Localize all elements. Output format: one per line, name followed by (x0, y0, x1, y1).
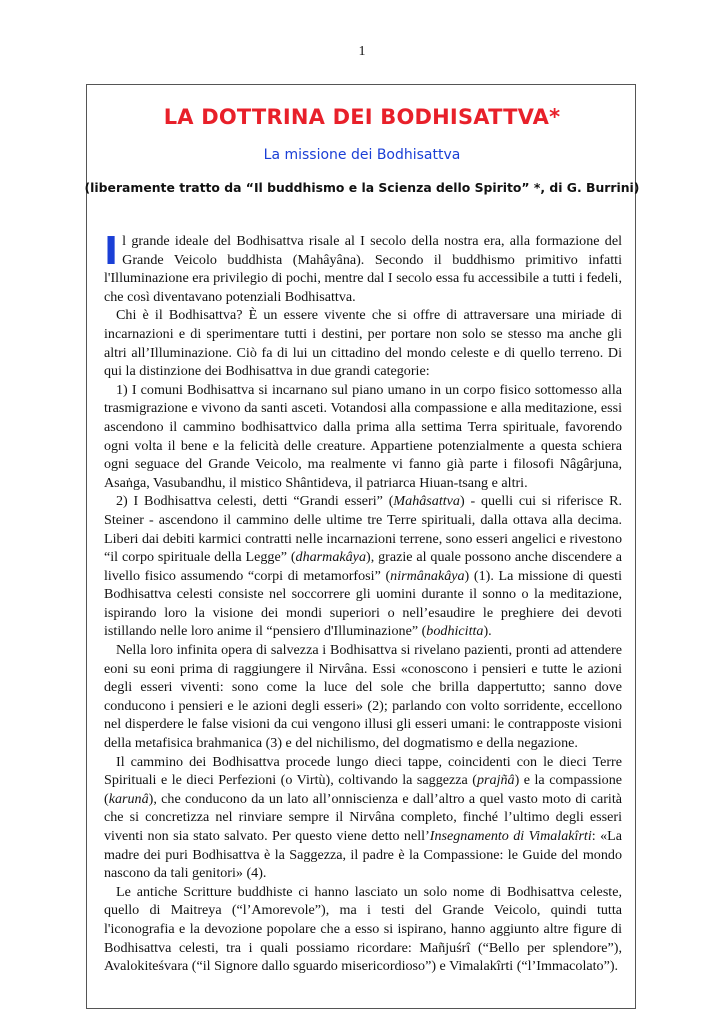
document-title: LA DOTTRINA DEI BODHISATTVA* (163, 105, 561, 129)
p6-text: ), che conducono da un lato all’onniscienza e dall’altro a quel vasto moto di carità che si concretizza nel rinviare sempre il Nirvâna completo, finché l’ultimo degli esseri viventi non sia stato salvato. Per questo viene detto nell’ (104, 790, 622, 844)
paragraph-2: Chi è il Bodhisattva? È un essere vivente che si offre di attraversare una miriade di incarnazioni e di sperimentare tutti i destini, per portare non solo se stesso ma anche gli altri all’Illuminazione. Ciò fa di lui un cittadino del mondo celeste e di quello terreno. Di qui la distinzione dei Bodhisattva in due grandi categorie: (104, 307, 622, 380)
drop-cap: I (104, 229, 119, 273)
p4-text: ) - quelli cui si riferisce R. Steiner - ascendono il cammino delle ultime tre Terre spirituali, dalla ottava alla decima. Liberi dai debiti karmici contratti nelle incarnazioni terrene, sono esseri angelici e rivestono “il corpo spirituale della Legge” ( (104, 493, 622, 566)
p4-term: nirmânakâya (390, 567, 465, 584)
p6-text: Il cammino dei Bodhisattva procede lungo dieci tappe, coincidenti con le dieci Terre Spirituali e le dieci Perfezioni (o Virtù), coltivando la saggezza ( (104, 753, 622, 789)
body-text (104, 229, 623, 976)
p6-text: ) e la compassione ( (104, 772, 622, 807)
p6-term: karunâ (108, 790, 149, 807)
p4-term: Mahâsattva (393, 493, 460, 510)
p4-term: dharmakâya (295, 549, 366, 566)
p4-text: ). (483, 623, 492, 640)
source-note: (liberamente tratto da “Il buddhismo e la Scienza dello Spirito” *, di G. Burrini) (84, 180, 640, 195)
paragraph-6 (104, 753, 622, 883)
p4-text: 2) I Bodhisattva celesti, detti “Grandi esseri” ( (116, 493, 394, 510)
document-subtitle: La missione dei Bodhisattva (263, 147, 461, 163)
p6-term: Insegnamento di Vimalakîrti (429, 828, 592, 844)
paragraph-1-text: l grande ideale del Bodhisattva risale al I secolo della nostra era, alla formazione del Grande Veicolo buddhista (Mahâyâna). Secondo il buddhismo primitivo infatti l'Illuminazione era privilegio di pochi, mentre dal I secolo essa fu accessibile a tutti i fedeli, che così diventavano potenziali Bodhisattva. (104, 233, 622, 305)
paragraph-7: Le antiche Scritture buddhiste ci hanno lasciato un solo nome di Bodhisattva celeste, quello di Maitreya (“l’Amorevole”), ma i testi del Grande Veicolo, quindi tutta l'iconografia e la devozione popolare che a esso si ispirano, hanno aggiunto altre figure di Bodhisattva celesti, tra i quali possiamo ricordare: Mañjuśrî (“Bello per splendore”), Avalokiteśvara (“il Signore dallo sguardo misericordioso”) e Vimalakîrti (“l’Immacolato”). (104, 883, 622, 975)
p6-text: : «La madre dei puri Bodhisattva è la Saggezza, il padre è la Compassione: le Guide del mondo nascono da tali genitori» (4). (104, 828, 622, 882)
paragraph-4 (104, 492, 622, 641)
paragraph-3: 1) I comuni Bodhisattva si incarnano sul piano umano in un corpo fisico sottomesso alla trasmigrazione e vivono da santi asceti. Votandosi alla compassione e alla meditazione, essi ascendono il cammino bodhisattvico dalla prima alla settima Terra spirituale, favorendo ogni volta il bene e la felicità delle creature. Appartiene potenzialmente a questa schiera ogni seguace del Grande Veicolo, ma realmente vi fanno già parte i filosofi Nâgârjuna, Asaṅga, Vasubandhu, il mistico Shântideva, il patriarca Hiuan-tsang e altri. (104, 381, 622, 491)
p4-text: ), grazie al quale possono anche discendere a livello fisico assumendo “corpi di metamorfosi” ( (104, 549, 622, 584)
p6-term: prajñâ (476, 772, 515, 789)
paragraph-5: Nella loro infinita opera di salvezza i Bodhisattva si rivelano pazienti, pronti ad attendere eoni su eoni prima di raggiungere il Nirvâna. Essi «conoscono i pensieri e tutte le azioni degli esseri viventi: sono come la luce del sole che brilla dappertutto; sanno dove conducono i pensieri e le azioni degli esseri» (2); parlando con volto sorridente, eccellono nel disperdere le false visioni da cui vengono illusi gli esseri umani: le contrapposte visioni della metafisica brahmanica (3) e del nichilismo, del dogmatismo e della negazione. (104, 642, 622, 752)
page-number: 1 (358, 44, 366, 59)
p4-term: bodhicitta (426, 623, 484, 640)
paragraph-1 (104, 229, 622, 306)
p4-text: ) (1). La missione di questi Bodhisattva celesti consiste nel soccorrere gli uomini durante il sonno o la meditazione, ispirando loro la visione dei mondi superiori o nell’esaudire le preghiere dei devoti istillando nelle loro anime il “pensiero d'Illuminazione” ( (104, 567, 623, 640)
